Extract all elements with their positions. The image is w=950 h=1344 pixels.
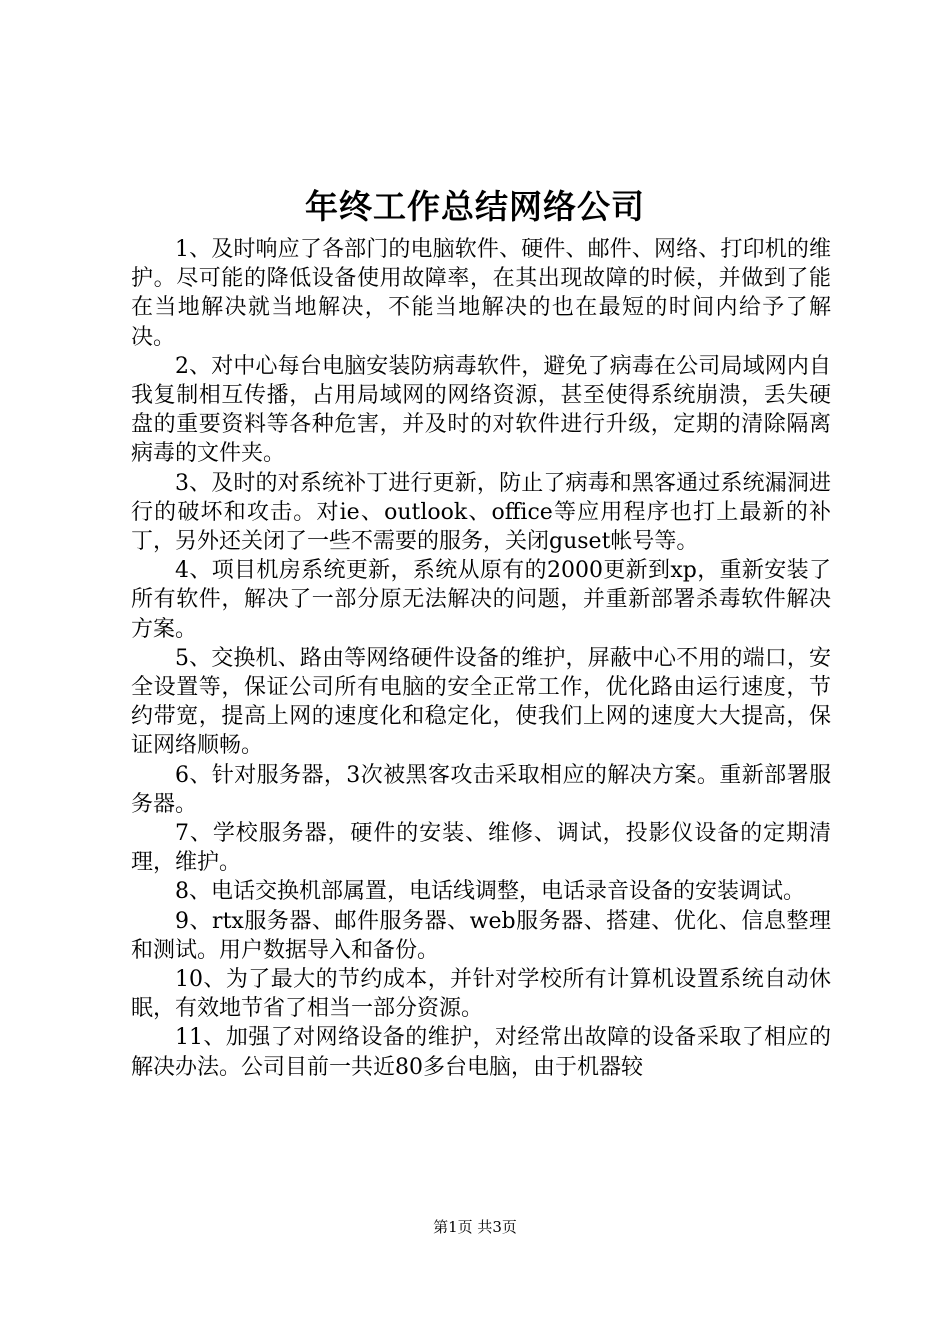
paragraph-5: 5、交换机、路由等网络硬件设备的维护，屏蔽中心不用的端口，安全设置等，保证公司所有电脑的安全正常工作，优化路由运行速度，节约带宽，提高上网的速度化和稳定化，使我们上网的速度大大提高，保证网络顺畅。 [131, 645, 831, 759]
paragraph-4: 4、项目机房系统更新，系统从原有的2000更新到xp，重新安装了所有软件，解决了一部分原无法解决的问题，并重新部署杀毒软件解决方案。 [131, 558, 831, 642]
paragraph-11: 11、加强了对网络设备的维护，对经常出故障的设备采取了相应的解决办法。公司目前一共近80多台电脑，由于机器较 [131, 1025, 831, 1080]
paragraph-2: 2、对中心每台电脑安装防病毒软件，避免了病毒在公司局域网内自我复制相互传播，占用局域网的网络资源，甚至使得系统崩溃，丢失硬盘的重要资料等各种危害，并及时的对软件进行升级，定期的清除隔离病毒的文件夹。 [131, 353, 831, 467]
page-number: 第1页 共3页 [433, 1218, 517, 1236]
paragraph-10: 10、为了最大的节约成本，并针对学校所有计算机设置系统自动休眠，有效地节省了相当一部分资源。 [131, 967, 831, 1022]
paragraph-6: 6、针对服务器，3次被黑客攻击采取相应的解决方案。重新部署服务器。 [131, 762, 831, 817]
paragraph-1: 1、及时响应了各部门的电脑软件、硬件、邮件、网络、打印机的维护。尽可能的降低设备使用故障率，在其出现故障的时候，并做到了能在当地解决就当地解决，不能当地解决的也在最短的时间内给予了解决。 [131, 237, 831, 350]
document-body [131, 235, 831, 1082]
document-title: 年终工作总结网络公司 [305, 187, 645, 226]
paragraph-9: 9、rtx服务器、邮件服务器、web服务器、搭建、优化、信息整理和测试。用户数据导入和备份。 [131, 908, 831, 963]
paragraph-3: 3、及时的对系统补丁进行更新，防止了病毒和黑客通过系统漏洞进行的破坏和攻击。对ie、outlook、office等应用程序也打上最新的补丁，另外还关闭了一些不需要的服务，关闭guset帐号等。 [131, 470, 831, 555]
paragraph-7: 7、学校服务器，硬件的安装、维修、调试，投影仪设备的定期清理，维护。 [131, 821, 831, 876]
paragraph-8: 8、电话交换机部属置，电话线调整，电话录音设备的安装调试。 [175, 879, 805, 905]
